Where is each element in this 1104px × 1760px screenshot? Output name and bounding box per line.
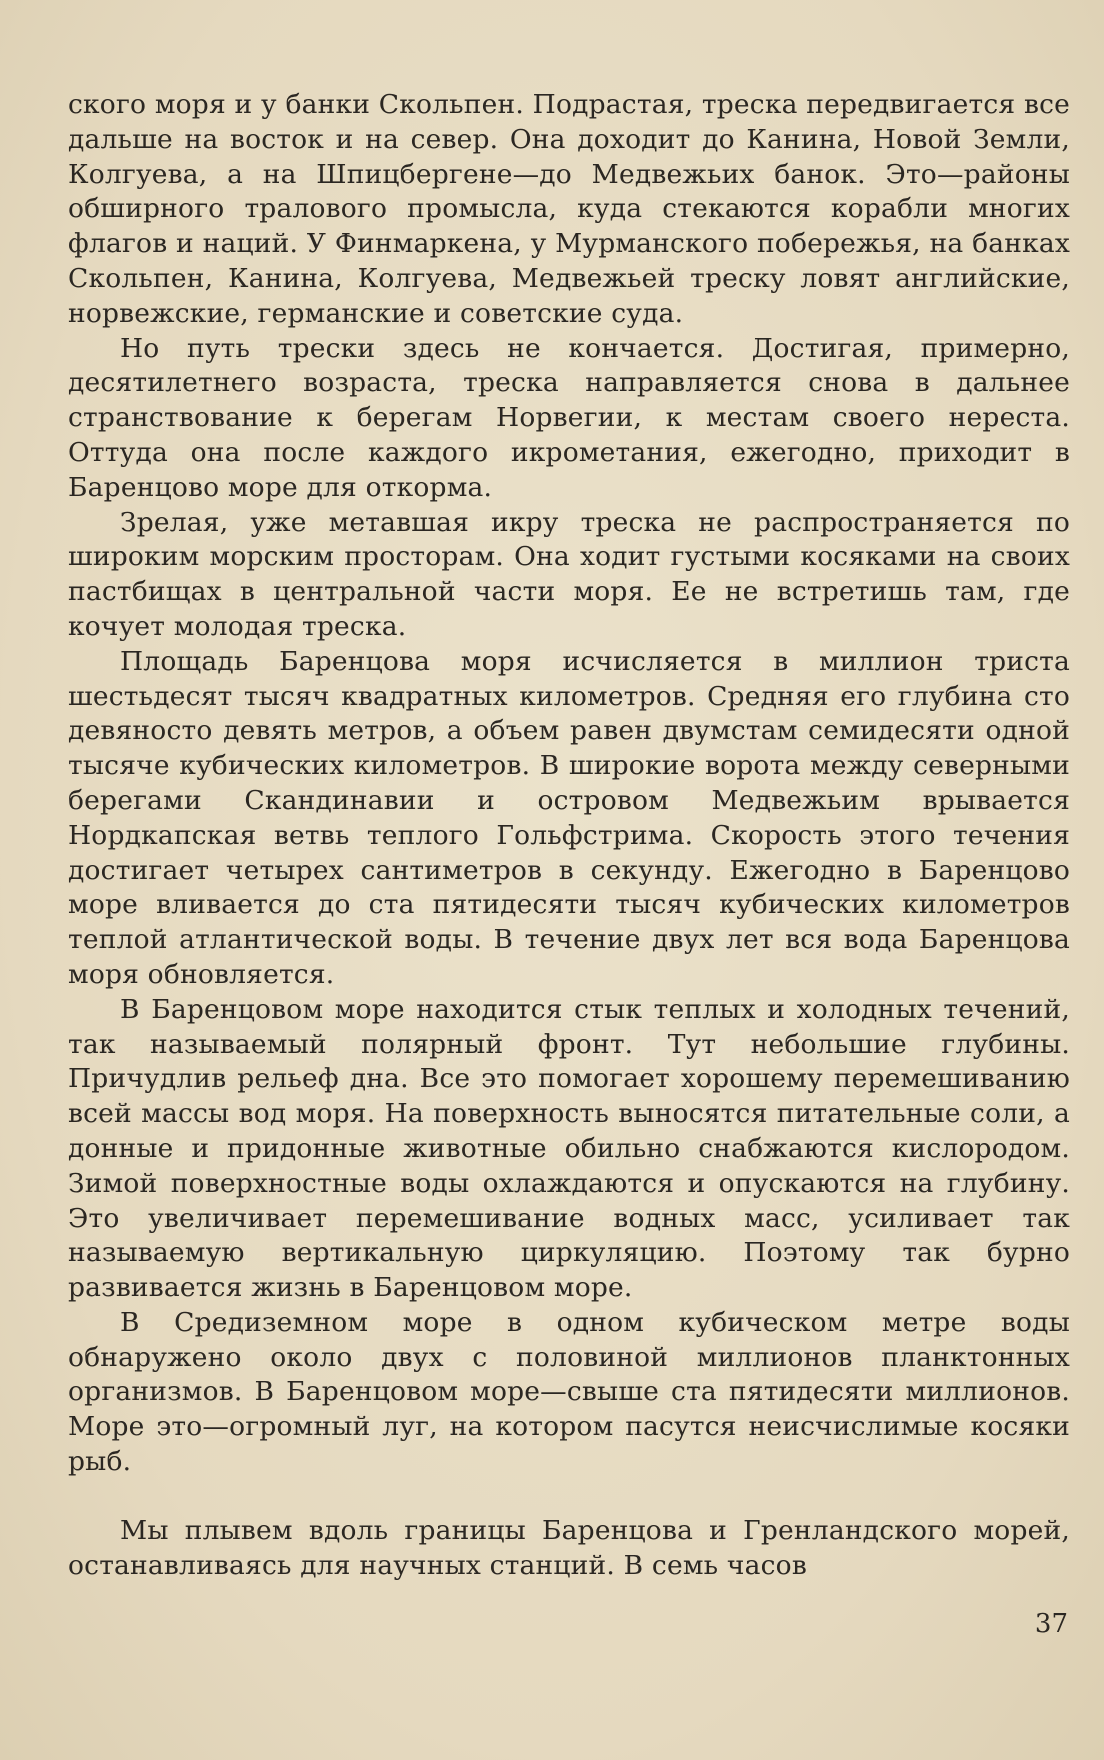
section-break xyxy=(68,1480,1070,1514)
paragraph-2: Но путь трески здесь не кончается. Достигая, примерно, десятилетнего возраста, треска направляется снова в дальнее странствование к берегам Норвегии, к местам своего нереста. Оттуда она после каждого икрометания, ежегодно, приходит в Баренцово море для откорма. xyxy=(68,332,1070,503)
paragraph-5: В Баренцовом море находится стык теплых и холодных течений, так называемый полярный фронт. Тут небольшие глубины. Причудлив рельеф дна. Все это помогает хорошему перемешиванию всей массы вод моря. На поверхность выносятся питательные соли, а донные и придонные животные обильно снабжаются кислородом. Зимой поверхностные воды охлаждаются и опускаются на глубину. Это увеличивает перемешивание водных масс, усиливает так называемую вертикальную циркуляцию. Поэтому так бурно развивается жизнь в Баренцовом море. xyxy=(68,993,1070,1304)
paragraph-1: ского моря и у банки Скольпен. Подрастая, треска передвигается все дальше на восток и на север. Она доходит до Канина, Новой Земли, Колгуева, а на Шпицбергене—до Медвежьих банок. Это—районы обширного тралового промысла, куда стекаются корабли многих флагов и наций. У Финмаркена, у Мурманского побережья, на банках Скольпен, Канина, Колгуева, Медвежьей треску ловят английские, норвежские, германские и советские суда. xyxy=(68,89,1070,329)
paragraph-4: Площадь Баренцова моря исчисляется в миллион триста шестьдесят тысяч квадратных километров. Средняя его глубина сто девяносто девять метров, а объем равен двумстам семидесяти одной тысяче кубических километров. В широкие ворота между северными берегами Скандинавии и островом Медвежьим врывается Нордкапская ветвь теплого Гольфстрима. Скорость этого течения достигает четырех сантиметров в секунду. Ежегодно в Баренцово море вливается до ста пятидесяти тысяч кубических километров теплой атлантической воды. В течение двух лет вся вода Баренцова моря обновляется. xyxy=(68,645,1070,990)
paragraph-6: В Средиземном море в одном кубическом метре воды обнаружено около двух с половиной миллионов планктонных организмов. В Баренцовом море—свыше ста пятидесяти миллионов. Море это—огромный луг, на котором пасутся неисчислимые косяки рыб. xyxy=(68,1306,1070,1478)
body-text xyxy=(68,88,1070,1583)
paragraph-3: Зрелая, уже метавшая икру треска не распространяется по широким морским просторам. Она ходит густыми косяками на своих пастбищах в центральной части моря. Ее не встретишь там, где кочует молодая треска. xyxy=(68,506,1070,642)
paragraph-7: Мы плывем вдоль границы Баренцова и Гренландского морей, останавливаясь для научных станций. В семь часов xyxy=(68,1514,1070,1581)
page-number: 37 xyxy=(1034,1609,1068,1639)
